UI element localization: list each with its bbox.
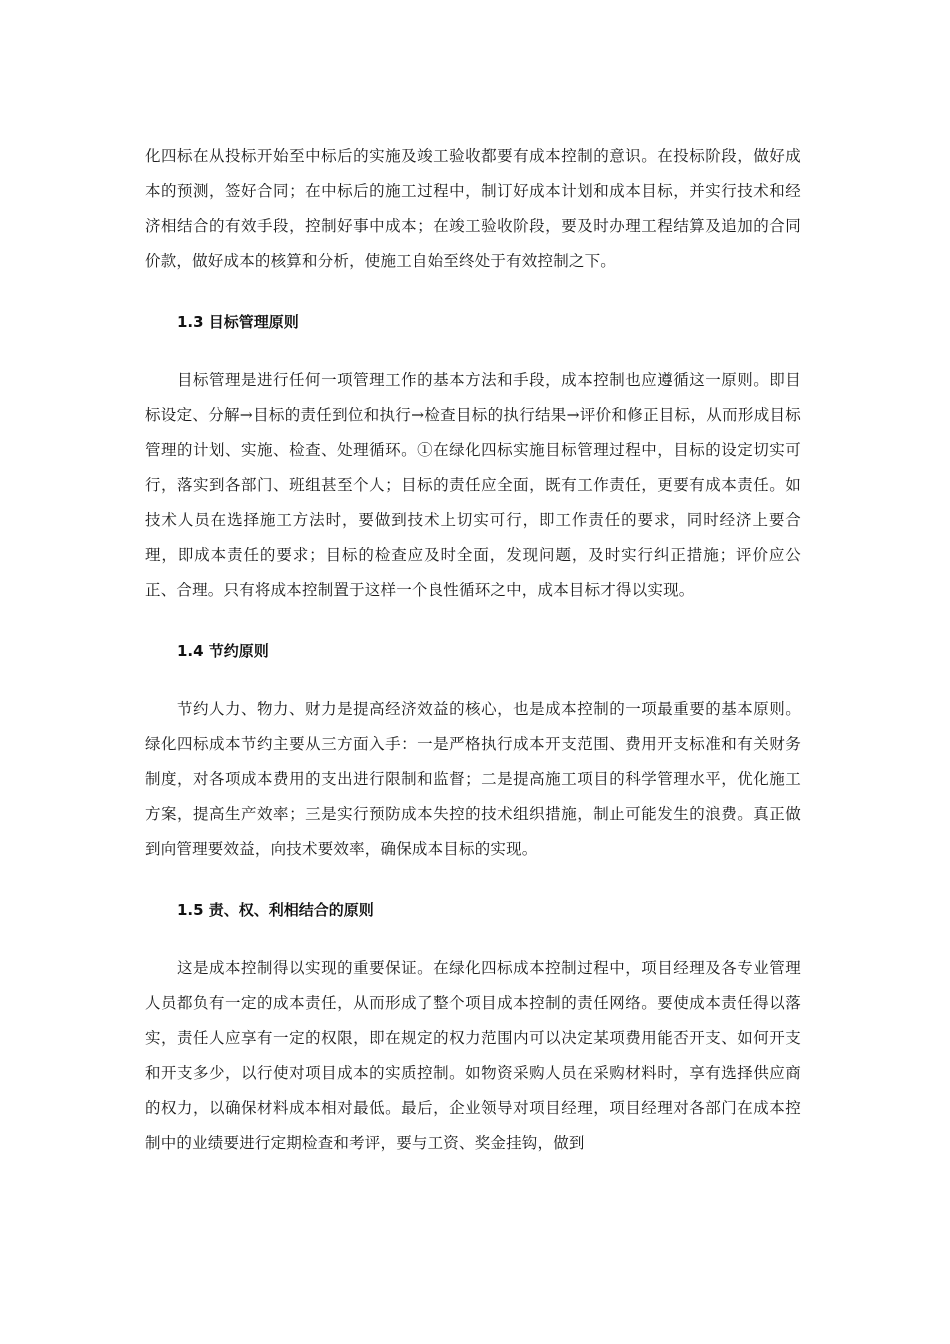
spacer — [145, 279, 801, 311]
spacer — [145, 662, 801, 692]
spacer — [145, 921, 801, 951]
spacer — [145, 333, 801, 363]
intro-paragraph: 化四标在从投标开始至中标后的实施及竣工验收都要有成本控制的意识。在投标阶段，做好成本的预测，签好合同；在中标后的施工过程中，制订好成本计划和成本目标，并实行技术和经济相结合的有效手段，控制好事中成本；在竣工验收阶段，要及时办理工程结算及追加的合同价款，做好成本的核算和分析，使施工自始至终处于有效控制之下。 — [145, 147, 801, 270]
section-1-3-paragraph: 目标管理是进行任何一项管理工作的基本方法和手段，成本控制也应遵循这一原则。即目标设定、分解→目标的责任到位和执行→检查目标的执行结果→评价和修正目标，从而形成目标管理的计划、实施、检查、处理循环。①在绿化四标实施目标管理过程中，目标的设定切实可行，落实到各部门、班组甚至个人；目标的责任应全面，既有工作责任，更要有成本责任。如技术人员在选择施工方法时，要做到技术上切实可行，即工作责任的要求，同时经济上要合理，即成本责任的要求；目标的检查应及时全面，发现问题，及时实行纠正措施；评价应公正、合理。只有将成本控制置于这样一个良性循环之中，成本目标才得以实现。 — [145, 371, 801, 599]
section-1-4-paragraph: 节约人力、物力、财力是提高经济效益的核心，也是成本控制的一项最重要的基本原则。绿化四标成本节约主要从三方面入手：一是严格执行成本开支范围、费用开支标准和有关财务制度，对各项成本费用的支出进行限制和监督；二是提高施工项目的科学管理水平，优化施工方案，提高生产效率；三是实行预防成本失控的技术组织措施，制止可能发生的浪费。真正做到向管理要效益，向技术要效率，确保成本目标的实现。 — [145, 700, 801, 858]
spacer — [145, 608, 801, 640]
section-heading-1-3: 1.3 目标管理原则 — [177, 313, 299, 331]
section-heading-1-4: 1.4 节约原则 — [177, 642, 269, 660]
section-1-5-paragraph: 这是成本控制得以实现的重要保证。在绿化四标成本控制过程中，项目经理及各专业管理人员都负有一定的成本责任，从而形成了整个项目成本控制的责任网络。要使成本责任得以落实，责任人应享有一定的权限，即在规定的权力范围内可以决定某项费用能否开支、如何开支和开支多少，以行使对项目成本的实质控制。如物资采购人员在采购材料时，享有选择供应商的权力，以确保材料成本相对最低。最后，企业领导对项目经理，项目经理对各部门在成本控制中的业绩要进行定期检查和考评，要与工资、奖金挂钩，做到 — [145, 959, 801, 1152]
section-heading-1-5: 1.5 责、权、利相结合的原则 — [177, 901, 374, 919]
document-page — [145, 139, 801, 1161]
spacer — [145, 867, 801, 899]
